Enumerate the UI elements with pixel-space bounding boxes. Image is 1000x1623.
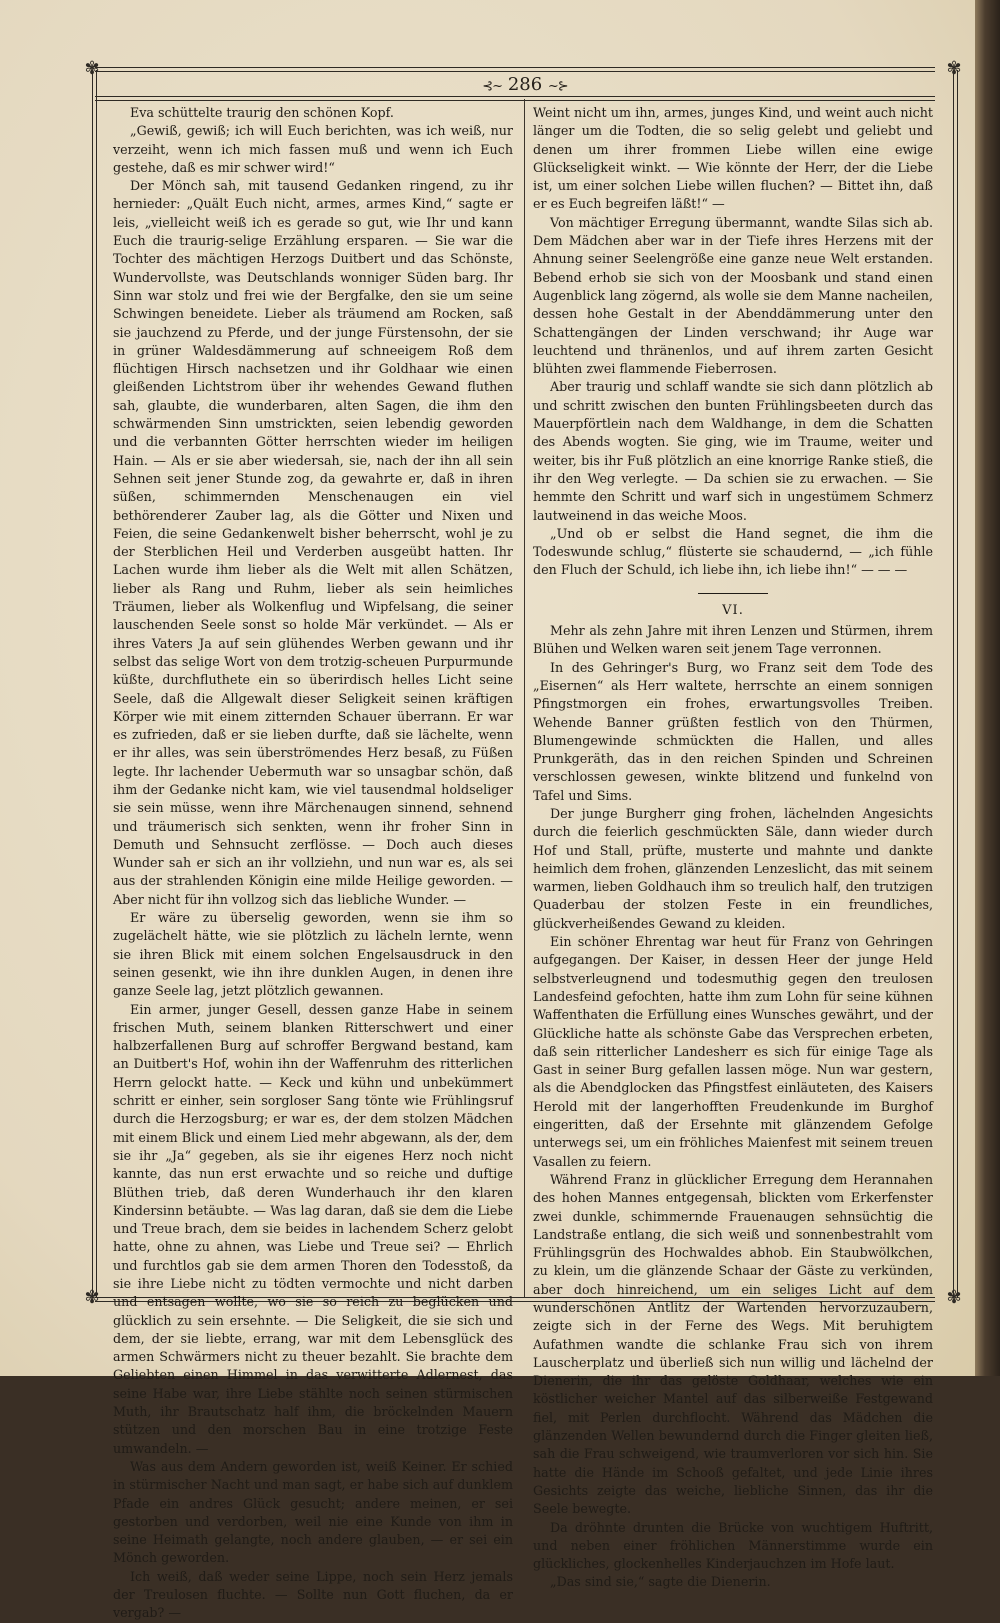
corner-ornament-icon: ✾ — [84, 58, 100, 79]
paragraph: Weint nicht um ihn, armes, junges Kind, und weint auch nicht länger um die Todten, die so selig gelebt und geliebt und denen um ihrer frommen Liebe willen eine ewige Glückseligkeit winkt. — Wie könnte der Herr, der die Liebe ist, um einer solchen Liebe willen fluchen? — Bittet ihn, daß er es Euch begreifen läßt!“ — — [533, 105, 933, 212]
paragraph: Er wäre zu überselig geworden, wenn sie ihm so zugelächelt hätte, wie sie plötzlich zu lächeln lernte, wenn sie ihren Blick mit einem solchen Engelsausdruck in den seinen gesenkt, wie ihn ihre dunklen Augen, in denen ihre ganze Seele lag, jetzt plötzlich gewannen. — [113, 910, 513, 999]
paragraph: Aber traurig und schlaff wandte sie sich dann plötzlich ab und schritt zwischen den bunten Frühlingsbeeten durch das Mauerpförtlein nach dem Waldhange, in dem die Schatten des Abends wogten. Sie ging, wie im Traume, weiter und weiter, bis ihr Fuß plötzlich an eine knorrige Ranke stieß, die ihr den Weg verlegte. — Da schien sie zu erwachen. — Sie hemmte den Schritt und warf sich in ungestümem Schmerz lautweinend in das weiche Moos. — [533, 379, 933, 523]
page-number-value: 286 — [507, 74, 543, 95]
paragraph: Der junge Burgherr ging frohen, lächelnden Angesichts durch die feierlich geschmückten Säle, dann wieder durch Hof und Stall, prüfte, musterte und mahnte und dankte heimlich dem frohen, glänzenden Lenzeslicht, das mit seinem warmen, lieben Goldhauch ihm so treulich half, den trutzigen Quaderbau der stolzen Feste in ein freundliches, glückverheißendes Gewand zu kleiden. — [533, 805, 933, 931]
right-column — [533, 104, 933, 1592]
frame-left-rule — [92, 70, 97, 1298]
paragraph: In des Gehringer's Burg, wo Franz seit dem Tode des „Eisernen“ als Herr waltete, herrschte an einem sonnigen Pfingstmorgen ein frohes, erwartungsvolles Treiben. Wehende Banner grüßten festlich von den Thürmen, Blumengewinde schmückten die Hallen, und alles Prunkgeräth, das in den reichen Spinden und Schreinen verschlossen gewesen, winkte blitzend und funkelnd von Tafel und Sims. — [533, 659, 933, 803]
book-spine — [975, 0, 1000, 1376]
paragraph: Ein schöner Ehrentag war heut für Franz von Gehringen aufgegangen. Der Kaiser, in dessen Heer der junge Held selbstverleugnend und todesmuthig gegen den treulosen Landesfeind gefochten, hatte ihm zum Lohn für seine kühnen Waffenthaten die Erfüllung eines Wunsches gewährt, und der Glückliche hatte als schönste Gabe das Versprechen erbeten, daß sein ritterlicher Landesherr es sich für einige Tage als Gast in seiner Burg gefallen lassen möge. Nun war gestern, als die Abendglocken das Pfingstfest einläuteten, des Kaisers Herold mit der langerhofften Freudenkunde im Burghof eingeritten, daß der Ersehnte mit glänzendem Gefolge unterwegs sei, um ein fröhliches Maienfest mit seinem treuen Vasallen zu feiern. — [533, 934, 933, 1169]
column-divider — [524, 99, 525, 1297]
corner-ornament-icon: ✾ — [946, 1287, 962, 1308]
paragraph: „Gewiß, gewiß; ich will Euch berichten, was ich weiß, nur verzeiht, wenn ich mich fassen muß und wenn ich Euch gestehe, daß es mir schwer wird!“ — [113, 123, 513, 175]
paragraph: Von mächtiger Erregung übermannt, wandte Silas sich ab. Dem Mädchen aber war in der Tiefe ihres Herzens mit der Ahnung seiner Seelengröße eine ganze neue Welt erstanden. Bebend erhob sie sich von der Moosbank und stand einen Augenblick lang zögernd, als wolle sie dem Manne nacheilen, dessen hohe Gestalt in der Abenddämmerung unter den Schattengängen der Linden verschwand; ihr Auge war leuchtend und thränenlos, und auf ihrem zarten Gesicht blühten zwei flammende Fieberrosen. — [533, 214, 933, 377]
paragraph: „Und ob er selbst die Hand segnet, die ihm die Todeswunde schlug,“ flüsterte sie schaudernd, — „ich fühle den Fluch der Schuld, ich liebe ihn, ich liebe ihn!“ — — — — [533, 525, 933, 578]
paragraph: „Das sind sie,“ sagte die Dienerin. — [550, 1574, 771, 1590]
frame-header-rule — [95, 96, 935, 101]
section-heading: VI. — [722, 602, 744, 618]
left-column — [113, 104, 513, 1623]
paragraph: Ich weiß, daß weder seine Lippe, noch sein Herz jemals der Treulosen fluchte. — Sollte nun Gott fluchen, da er vergab? — — [113, 1568, 513, 1621]
ornament-right-icon: ~⊱ — [547, 79, 568, 94]
section-separator — [698, 593, 768, 594]
corner-ornament-icon: ✾ — [84, 1287, 100, 1308]
frame-top-rule — [95, 67, 935, 72]
page-number — [470, 74, 580, 95]
ornament-left-icon: ⊰~ — [482, 79, 503, 94]
corner-ornament-icon: ✾ — [946, 58, 962, 79]
frame-right-rule — [953, 70, 958, 1298]
paragraph: Während Franz in glücklicher Erregung dem Herannahen des hohen Mannes entgegensah, blickten vom Erkerfenster zwei dunkle, schimmernde Frauenaugen sehnsüchtig die Landstraße entlang, die sich weiß und sonnenbestrahlt vom Frühlingsgrün des Hochwaldes abhob. Ein Staubwölkchen, zu klein, um die glänzende Schaar der Gäste zu verkünden, aber doch hinreichend, um ein seliges Licht auf dem wunderschönen Antlitz der Wartenden hervorzuzaubern, zeigte sich in der Ferne des Wegs. Mit beruhigtem Aufathmen wandte die schlanke Frau sich von ihrem Lauscherplatz und überließ sich nun willig und lächelnd der Dienerin, die ihr das gelöste Goldhaar, welches wie ein köstlicher weicher Mantel auf das silberweiße Festgewand fiel, mit Perlen durchflocht. Während das Mädchen die glänzenden Wellen bewundernd durch die Finger gleiten ließ, sah die Frau schweigend, wie traumverloren vor sich hin. Sie hatte die Hände im Schooß gefaltet, und jede Linie ihres Gesichts zeigte das weiche, liebliche Sinnen, das ihr die Seele bewegte. — [533, 1171, 933, 1517]
paragraph: Ein armer, junger Gesell, dessen ganze Habe in seinem frischen Muth, seinem blanken Ritterschwert und einer halbzerfallenen Burg auf schroffer Bergwand bestand, kam an Duitbert's Hof, wohin ihn der Waffenruhm des ritterlichen Herrn gelockt hatte. — Keck und kühn und unbekümmert schritt er einher, sein sorgloser Sang tönte wie Frühlingsruf durch die Herzogsburg; er war es, der dem stolzen Mädchen mit einem Blick und einem Lied mehr abgewann, als der, dem sie ihr „Ja“ gegeben, als sie ihr eigenes Herz noch nicht kannte, das nun erst erwachte und so reiche und duftige Blüthen trieb, daß deren Wunderhauch ihr den klaren Kindersinn betäubte. — Was lag daran, daß sie dem die Liebe und Treue brach, dem sie beides in lachendem Scherz gelobt hatte, ohne zu ahnen, was Liebe und Treue sei? — Ehrlich und furchtlos gab sie dem armen Thoren den Todesstoß, da sie ihre Liebe nicht zu tödten vermochte und nicht darben und entsagen wollte, wo sie so reich zu beglücken und glücklich zu sein ersehnte. — Die Seligkeit, die sie sich und dem, der sie liebte, errang, war mit dem Lebensglück des armen Schwärmers nicht zu theuer bezahlt. Sie brachte dem Geliebten einen Himmel in das verwitterte Adlernest, das seine Habe war, ihre Liebe stählte noch seinen stürmischen Muth, ihr Brautschatz half ihm, die bröckelnden Mauern stützen und den morschen Bau in eine trotzige Feste umwandeln. — — [113, 1001, 513, 1456]
paragraph: Da dröhnte drunten die Brücke von wuchtigem Huftritt, und neben einer fröhlichen Männerstimme wurde ein glückliches, glockenhelles Kinderjauchzen im Hofe laut. — [533, 1519, 933, 1572]
paragraph: Eva schüttelte traurig den schönen Kopf. — [130, 105, 394, 120]
paragraph: Mehr als zehn Jahre mit ihren Lenzen und Stürmen, ihrem Blühen und Welken waren seit jenem Tage verronnen. — [533, 623, 933, 657]
paragraph: Der Mönch sah, mit tausend Gedanken ringend, zu ihr hernieder: „Quält Euch nicht, armes, armes Kind,“ sagte er leis, „vielleicht weiß ich es gerade so gut, wie Ihr und kann Euch die traurig-selige Erzählung ersparen. — Sie war die Tochter des mächtigen Herzogs Duitbert und das Schönste, Wundervollste, was Deutschlands wonniger Süden barg. Ihr Sinn war stolz und frei wie der Bergfalke, den sie um seine Schwingen beneidete. Lieber als träumend am Rocken, saß sie jauchzend zu Pferde, und der junge Fürstensohn, der sie in grüner Waldesdämmerung auf schneeigem Roß dem flüchtigen Hirsch nachsetzen und ihr Goldhaar wie einen gleißenden Lichtstrom über ihr wehendes Gewand fluthen sah, glaubte, die wunderbaren, alten Sagen, die ihm den schwärmenden Sinn umstrickten, seien lebendig geworden und die verbannten Götter herrschten wieder im heiligen Hain. — Als er sie aber wiedersah, sie, nach der ihn all sein Sehnen seit jener Stunde zog, da gewahrte er, daß in ihren süßen, schimmernden Menschenaugen ein viel bethörenderer Zauber lag, als die Götter und Nixen und Feien, die seine Gedankenwelt bisher beherrscht, wohl je zu der Sterblichen Heil und Verderben ausgeübt hatten. Ihr Lachen wurde ihm lieber als die Welt mit allen Schätzen, lieber als Rang und Ruhm, lieber als sein heimliches Träumen, lieber als Wolkenflug und Wipfelsang, die seiner lauschenden Seele sonst so holde Mär verkündet. — Als er ihres Vaters Ja auf sein glühendes Werben gewann und ihr selbst das selige Wort von dem trotzig-scheuen Purpurmunde küßte, durchfluthete ein so überirdisch helles Licht seine Seele, daß die Allgewalt dieser Seligkeit seinen kräftigen Körper wie mit einem zitternden Schauer überrann. Er war es zufrieden, daß er sie lieben durfte, daß sie lächelte, wenn er ihr alles, was sein überströmendes Herz besaß, zu Füßen legte. Ihr lachender Uebermuth war so unsagbar schön, daß ihm der Gedanke nicht kam, wie viel tausendmal holdseliger sie sein müsse, wenn ihre Märchenaugen sinnend, sehnend und träumerisch sich senkten, wenn ihr froher Sinn in Demuth und Sehnsucht zerflösse. — Doch auch dieses Wunder sah er sich an ihr vollziehn, und nun war es, als sei aus der strahlenden Königin eine milde Heilige geworden. — Aber nicht für ihn vollzog sich das liebliche Wunder. — — [113, 178, 513, 907]
paragraph: Was aus dem Andern geworden ist, weiß Keiner. Er schied in stürmischer Nacht und man sagt, er habe sich auf dunklem Pfade ein andres Glück gesucht; andere meinen, er sei gestorben und verdorben, weil nie eine Kunde von ihm in seine Heimath gelangte, noch andere glauben, — er sei ein Mönch geworden. — [113, 1458, 513, 1566]
